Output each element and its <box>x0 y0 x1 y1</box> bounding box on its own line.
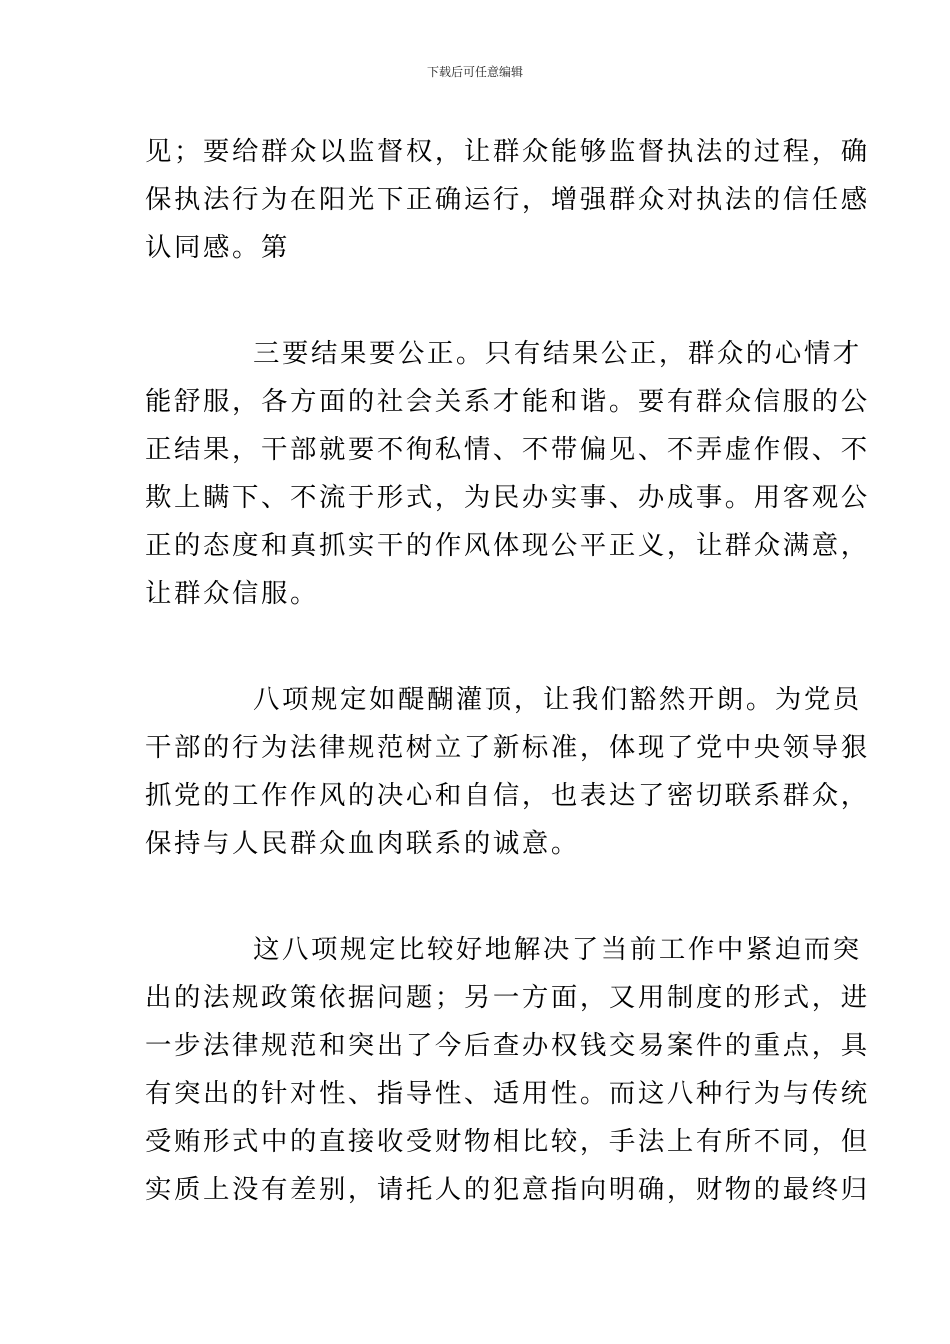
text-line: 让群众信服。 <box>145 578 319 609</box>
text-line: 这八项规定比较好地解决了当前工作中紧迫而突 <box>253 934 862 965</box>
text-line: 见；要给群众以监督权，让群众能够监督执法的过程，确 <box>145 136 870 167</box>
text-line: 受贿形式中的直接收受财物相比较，手法上有所不同，但 <box>145 1126 870 1157</box>
text-line: 保执法行为在阳光下正确运行，增强群众对执法的信任感 <box>145 184 870 215</box>
document-body <box>145 128 870 1214</box>
paragraph-gap <box>145 618 807 676</box>
text-line: 抓党的工作作风的决心和自信，也表达了密切联系群众， <box>145 780 870 811</box>
text-line: 八项规定如醍醐灌顶，让我们豁然开朗。为党员 <box>253 684 862 715</box>
text-line: 有突出的针对性、指导性、适用性。而这八种行为与传统 <box>145 1078 870 1109</box>
text-line: 正结果，干部就要不徇私情、不带偏见、不弄虚作假、不 <box>145 434 870 465</box>
text-line: 欺上瞒下、不流于形式，为民办实事、办成事。用客观公 <box>145 482 870 513</box>
paragraph-gap <box>145 868 807 926</box>
text-line: 实质上没有差别，请托人的犯意指向明确，财物的最终归 <box>145 1174 870 1205</box>
paragraph-2 <box>145 330 870 618</box>
text-line: 正的态度和真抓实干的作风体现公平正义，让群众满意， <box>145 530 870 561</box>
text-line: 认同感。第 <box>145 232 290 263</box>
paragraph-gap <box>145 272 807 330</box>
text-line: 能舒服，各方面的社会关系才能和谐。要有群众信服的公 <box>145 386 870 417</box>
text-line: 保持与人民群众血肉联系的诚意。 <box>145 828 580 859</box>
text-line: 干部的行为法律规范树立了新标准，体现了党中央领导狠 <box>145 732 870 763</box>
text-line: 出的法规政策依据问题；另一方面，又用制度的形式，进 <box>145 982 870 1013</box>
paragraph-1 <box>145 128 870 272</box>
page-header: 下载后可任意编辑 <box>426 65 523 79</box>
paragraph-4 <box>145 926 870 1214</box>
text-line: 一步法律规范和突出了今后查办权钱交易案件的重点，具 <box>145 1030 870 1061</box>
text-line: 三要结果要公正。只有结果公正，群众的心情才 <box>253 338 862 369</box>
paragraph-3 <box>145 676 870 868</box>
